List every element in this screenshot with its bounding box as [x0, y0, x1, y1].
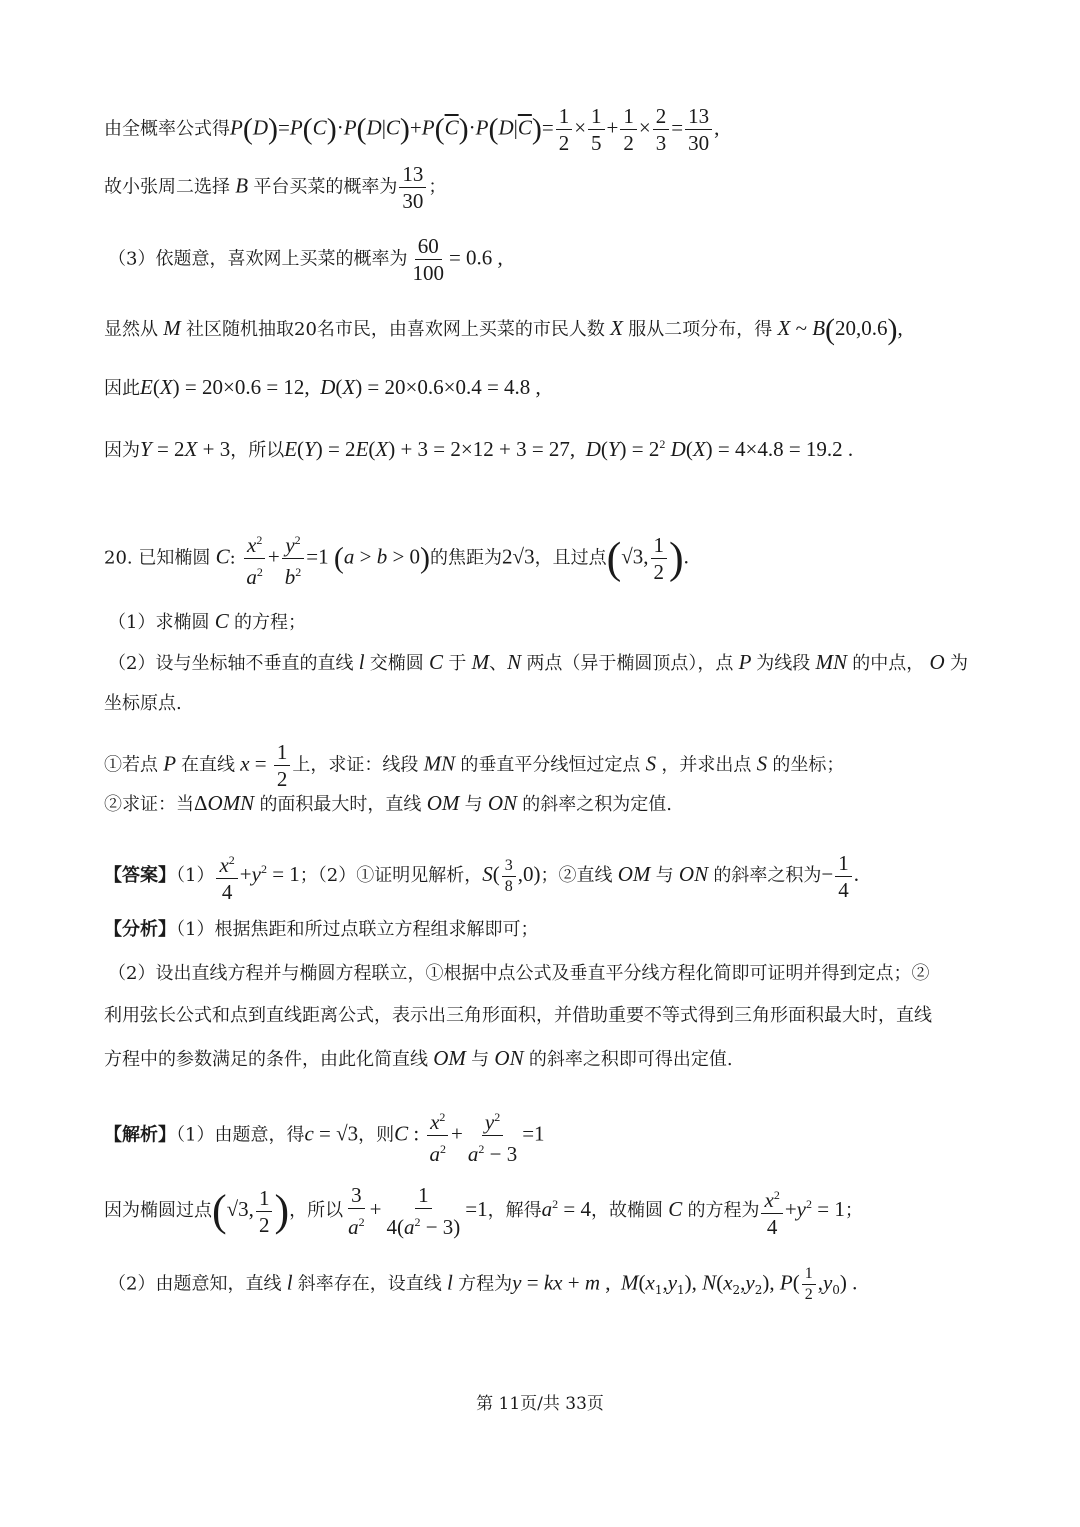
analysis-1: 【分析】（1）根据焦距和所过点联立方程组求解即可；	[104, 919, 539, 940]
solution-2: 因为椭圆过点(√3, $\frac{1}{2}$ )，所以 $\frac{3}{a^2}$ + $\frac{1}{4(a^2 - 3)}$ =1，解得$a^2 = 4$，故椭圆 C 的方程为 $\frac{x^2}{4}$ $+y^2 = 1$；	[104, 1183, 863, 1239]
analysis-3: 利用弦长公式和点到直线距离公式，表示出三角形面积，并借助重要不等式得到三角形面积最大时，直线	[104, 1005, 932, 1026]
total-probability-line: 由全概率公式得$P(D)=P(C)\cdot P(D|C)+P(\overline{C})\cdot P(D|\overline{C})=$ $\frac{1}{2}$ × $\frac{1}{5}$ + $\frac{1}{2}$ × $\frac{2}{3}$ = $\frac{13}{30}$ ,	[104, 104, 720, 155]
answer-section: 【答案】（1） $\frac{x^2}{4}$ $+y^2 = 1$；（2）①证明见解析，S( $\frac{3}{8}$ ,0)；②直线 OM 与 ON 的斜率之积为− $\frac{1}{4}$ .	[104, 848, 984, 904]
b-platform-probability-line: 故小张周二选择 B 平台买菜的概率为 $\frac{13}{30}$ ；	[104, 162, 447, 213]
question-20: 20. 已知椭圆 C: $\frac{x^2}{a^2}$ + $\frac{y^2}{b^2}$ =1 (a > b > 0)的焦距为2√3，且过点(√3, $\frac{1}{2}$ ).	[104, 528, 984, 589]
sub-question-2-cont: 坐标原点.	[104, 693, 182, 714]
claim-2: ②求证：当ΔOMN 的面积最大时，直线 OM 与 ON 的斜率之积为定值.	[104, 791, 673, 815]
linear-transform-line: 因为Y = 2X + 3，所以E(Y) = 2E(X) + 3 = 2×12 + 3 = 27, $D(Y) = 2^2$ D(X) = 4×4.8 = 19.2 .	[104, 437, 854, 461]
solution-3: （2）由题意知，直线 l 斜率存在，设直线 l 方程为y = kx + m , $M(x_1,y_1)$, $N(x_2,y_2)$, P( $\frac{1}{2}$ $,y_0$) .	[108, 1265, 858, 1303]
expectation-line: 因此E(X) = 20×0.6 = 12, D(X) = 20×0.6×0.4 = 4.8 ,	[104, 375, 541, 399]
solution-1: 【解析】（1）由题意，得c = √3，则C : $\frac{x^2}{a^2}$ + $\frac{y^2}{a^2 - 3}$ =1	[104, 1105, 984, 1166]
analysis-4: 方程中的参数满足的条件，由此化简直线 OM 与 ON 的斜率之积即可得出定值.	[104, 1046, 733, 1070]
binomial-line: 显然从 M 社区随机抽取20名市民，由喜欢网上买菜的市民人数 X 服从二项分布，得 X ~ B(20,0.6),	[104, 313, 903, 346]
analysis-2: （2）设出直线方程并与椭圆方程联立，①根据中点公式及垂直平分线方程化简即可证明并得到定点；②	[108, 963, 930, 984]
claim-1: ①若点 P 在直线 x = $\frac{1}{2}$ 上，求证：线段 MN 的垂直平分线恒过定点 S ，并求出点 S 的坐标；	[104, 740, 845, 791]
sub-question-1: （1）求椭圆 C 的方程；	[108, 609, 306, 633]
page-footer: 第 11页/共 33页	[476, 1394, 604, 1414]
sub-question-2: （2）设与坐标轴不垂直的直线 l 交椭圆 C 于 M、N 两点（异于椭圆顶点），点 P 为线段 MN 的中点， O 为	[108, 650, 968, 674]
part3-probability-line: （3）依题意，喜欢网上买菜的概率为 $\frac{60}{100}$ = 0.6 ,	[108, 234, 503, 285]
